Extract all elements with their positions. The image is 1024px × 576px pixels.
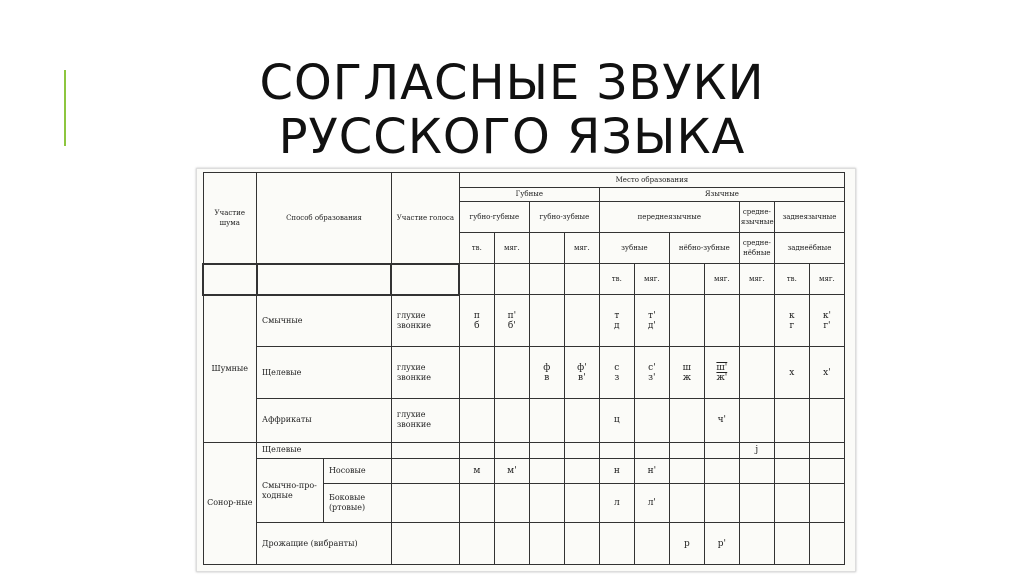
sound-cell: к' г': [809, 295, 844, 347]
header-hard: тв.: [459, 233, 494, 264]
empty-cell: [809, 442, 844, 459]
empty-cell: [564, 523, 599, 565]
header-palatodental: нёбно-зубные: [669, 233, 739, 264]
empty-cell: [599, 442, 634, 459]
slide-title-line-2: РУССКОГО ЯЗЫКА: [278, 109, 746, 165]
empty-cell: [391, 459, 459, 484]
empty-cell: [809, 399, 844, 443]
header-soft: мяг.: [494, 233, 529, 264]
group-sonorant: Сонор-ные: [203, 442, 257, 564]
header-soft: мяг.: [739, 264, 774, 295]
sound-cell: ш' ж': [704, 347, 739, 399]
empty-cell: [529, 523, 564, 565]
empty-cell: [529, 442, 564, 459]
header-gap: [529, 264, 564, 295]
empty-cell: [669, 442, 704, 459]
empty-cell: [704, 295, 739, 347]
header-soft: мяг.: [809, 264, 844, 295]
empty-cell: [459, 399, 494, 443]
sound-cell: п б: [459, 295, 494, 347]
voice-cell: [391, 347, 459, 399]
empty-cell: [459, 347, 494, 399]
empty-cell: [739, 347, 774, 399]
row-stops: Смычные: [257, 295, 392, 347]
sound-cell: ч': [704, 399, 739, 443]
empty-cell: [669, 484, 704, 523]
voiced-label: звонкие: [396, 372, 431, 382]
header-gap: [669, 264, 704, 295]
header-place: Место образования: [459, 173, 844, 188]
header-voice: Участие голоса: [391, 173, 459, 264]
sound-cell: ц: [599, 399, 634, 443]
sound-cell: т' д': [634, 295, 669, 347]
empty-cell: [564, 484, 599, 523]
header-manner: Способ образования: [257, 173, 392, 264]
empty-cell: [459, 523, 494, 565]
header-gap: [494, 264, 529, 295]
empty-cell: [634, 442, 669, 459]
header-backpalatal: заднеёбные: [774, 233, 844, 264]
empty-cell: [494, 484, 529, 523]
sound-cell: х: [774, 347, 809, 399]
empty-cell: [494, 523, 529, 565]
empty-cell: [774, 523, 809, 565]
empty-cell: [704, 459, 739, 484]
sound-cell: р: [669, 523, 704, 565]
row-fricatives: Щелевые: [257, 347, 392, 399]
sound-cell: к г: [774, 295, 809, 347]
empty-cell: [739, 523, 774, 565]
header-bilabial: губно-губные: [459, 202, 529, 233]
header-soft: мяг.: [564, 233, 599, 264]
empty-cell: [564, 399, 599, 443]
header-midpalatal: средне-нёбные: [739, 233, 774, 264]
sound-cell: н': [634, 459, 669, 484]
header-noise: Участие шума: [203, 173, 257, 264]
voice-cell: [391, 295, 459, 347]
header-dental: зубные: [599, 233, 669, 264]
empty-cell: [391, 523, 459, 565]
header-gap: [203, 264, 257, 295]
empty-cell: [529, 484, 564, 523]
sound-cell: м': [494, 459, 529, 484]
header-blank: [529, 233, 564, 264]
empty-cell: [739, 295, 774, 347]
empty-cell: [529, 399, 564, 443]
empty-cell: [494, 347, 529, 399]
header-gap: [459, 264, 494, 295]
sound-cell: н: [599, 459, 634, 484]
header-labial: Губные: [459, 187, 599, 202]
empty-cell: [739, 484, 774, 523]
empty-cell: [564, 459, 599, 484]
empty-cell: [599, 523, 634, 565]
slide-title-line-1: СОГЛАСНЫЕ ЗВУКИ: [259, 55, 765, 111]
empty-cell: [494, 442, 529, 459]
sound-cell: р': [704, 523, 739, 565]
sound-cell: л': [634, 484, 669, 523]
empty-cell: [529, 459, 564, 484]
voiceless-label: глухие: [396, 410, 426, 420]
voice-cell: [391, 399, 459, 443]
empty-cell: [459, 484, 494, 523]
sound-cell: т д: [599, 295, 634, 347]
header-gap: [257, 264, 392, 295]
empty-cell: [391, 484, 459, 523]
empty-cell: [774, 399, 809, 443]
empty-cell: [739, 459, 774, 484]
header-lingual: Язычные: [599, 187, 844, 202]
header-gap: [564, 264, 599, 295]
header-front: переднеязычные: [599, 202, 739, 233]
header-gap: [391, 264, 459, 295]
header-hard: тв.: [599, 264, 634, 295]
voiceless-label: глухие: [396, 362, 426, 372]
sound-cell: с' з': [634, 347, 669, 399]
empty-cell: [809, 523, 844, 565]
row-trill: Дрожащие (вибранты): [257, 523, 392, 565]
empty-cell: [774, 442, 809, 459]
empty-cell: [391, 442, 459, 459]
header-labiodental: губно-зубные: [529, 202, 599, 233]
row-nasal: Носовые: [323, 459, 391, 484]
empty-cell: [774, 459, 809, 484]
group-noisy: Шумные: [203, 295, 257, 442]
empty-cell: [669, 459, 704, 484]
row-affricates: Аффрикаты: [257, 399, 392, 443]
header-soft: мяг.: [704, 264, 739, 295]
empty-cell: [739, 399, 774, 443]
row-stop-pass: Смычно-про-ходные: [257, 459, 324, 523]
consonant-table: [202, 172, 845, 565]
empty-cell: [634, 523, 669, 565]
empty-cell: [669, 295, 704, 347]
empty-cell: [459, 442, 494, 459]
consonant-table-image: [196, 168, 856, 572]
empty-cell: [494, 399, 529, 443]
header-middle: средне-язычные: [739, 202, 774, 233]
empty-cell: [634, 399, 669, 443]
voiced-label: звонкие: [396, 321, 431, 331]
sound-cell: ш ж: [669, 347, 704, 399]
header-hard: тв.: [774, 264, 809, 295]
sound-cell: j: [739, 442, 774, 459]
empty-cell: [809, 484, 844, 523]
sound-cell: х': [809, 347, 844, 399]
sound-cell: ф в: [529, 347, 564, 399]
sound-cell: л: [599, 484, 634, 523]
empty-cell: [704, 484, 739, 523]
empty-cell: [704, 442, 739, 459]
empty-cell: [529, 295, 564, 347]
slide-title: [0, 56, 1024, 164]
voiced-label: звонкие: [396, 420, 431, 430]
sound-cell: ф' в': [564, 347, 599, 399]
empty-cell: [774, 484, 809, 523]
empty-cell: [669, 399, 704, 443]
empty-cell: [564, 295, 599, 347]
row-lateral: Боковые (ртовые): [323, 484, 391, 523]
sound-cell: с з: [599, 347, 634, 399]
header-soft: мяг.: [634, 264, 669, 295]
sound-cell: п' б': [494, 295, 529, 347]
row-son-fricatives: Щелевые: [257, 442, 392, 459]
sound-cell: м: [459, 459, 494, 484]
header-back: заднеязычные: [774, 202, 844, 233]
voiceless-label: глухие: [396, 311, 426, 321]
empty-cell: [809, 459, 844, 484]
empty-cell: [564, 442, 599, 459]
